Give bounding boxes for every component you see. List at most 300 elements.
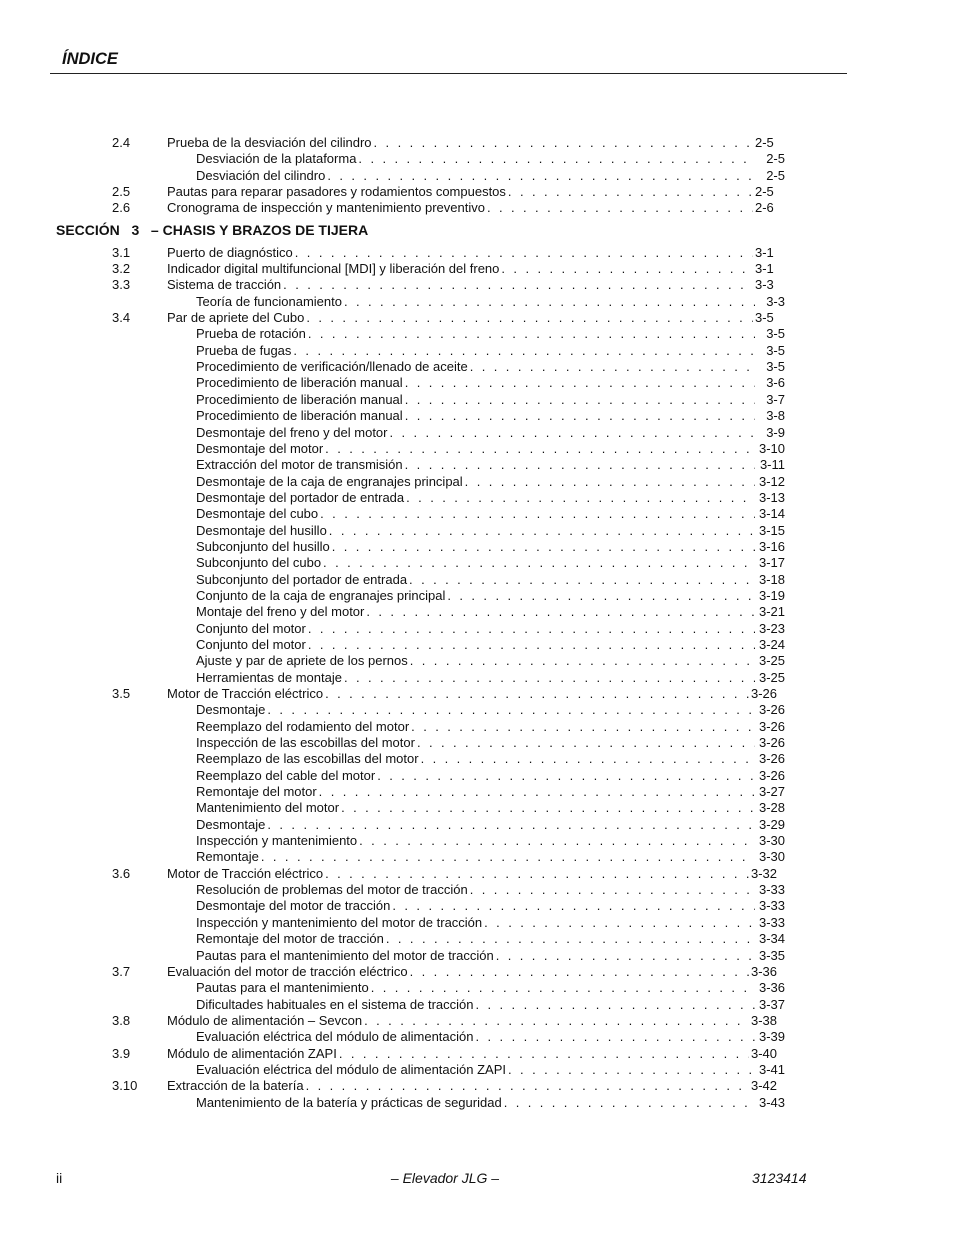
toc-entry-line [196, 506, 785, 522]
toc-entry[interactable] [0, 980, 954, 996]
dot-leader [267, 702, 755, 718]
toc-entry-title: Subconjunto del husillo [196, 538, 330, 554]
dot-leader [319, 784, 755, 800]
toc-entry-page: 3-32 [750, 865, 777, 881]
toc-entry-title: Extracción de la batería [167, 1078, 304, 1094]
toc-entry-title: Mantenimiento del motor [196, 800, 340, 816]
dot-leader [308, 621, 755, 637]
toc-entry-page: 3-5 [755, 310, 774, 326]
toc-entry-title: Inspección y mantenimiento [196, 833, 358, 849]
toc-entry[interactable] [0, 555, 954, 571]
toc-entry-title: Reemplazo de las escobillas del motor [196, 751, 419, 767]
toc-entry-line [196, 1062, 785, 1078]
toc-entry-number: 3.7 [112, 963, 131, 979]
dot-leader [421, 751, 755, 767]
dot-leader [339, 1046, 749, 1062]
toc-entry-line [196, 343, 785, 359]
dot-leader [405, 457, 755, 473]
dot-leader [344, 294, 755, 310]
toc-entry-page: 3-36 [750, 963, 777, 979]
toc-entry-number: 3.9 [112, 1045, 131, 1061]
toc-entry-line [196, 653, 785, 669]
dot-leader [359, 833, 755, 849]
toc-group-section-3 [0, 245, 954, 1111]
toc-entry[interactable] [0, 572, 954, 588]
toc-entry-page: 3-26 [750, 686, 777, 701]
toc-entry-page: 2-5 [755, 184, 774, 200]
toc-entry-page: 3-21 [758, 604, 785, 620]
toc-entry-line [167, 135, 777, 151]
toc-entry-title: Par de apriete del Cubo [167, 310, 305, 326]
dot-leader [293, 343, 755, 359]
toc-entry[interactable] [0, 702, 954, 718]
toc-entry-line [196, 441, 785, 457]
dot-leader [476, 1029, 756, 1045]
toc-entry-title: Evaluación eléctrica del módulo de alimentación ZAPI [196, 1061, 507, 1077]
dot-leader [283, 277, 753, 293]
toc-entry-title: Extracción del motor de transmisión [196, 457, 403, 473]
dot-leader [327, 168, 755, 184]
toc-entry[interactable] [0, 151, 954, 167]
toc-entry-page: 3-9 [766, 424, 785, 440]
toc-entry-title: Conjunto de la caja de engranajes principal [196, 587, 446, 603]
toc-entry-number: 2.4 [112, 135, 131, 150]
toc-entry-title: Evaluación del motor de tracción eléctrico [167, 963, 408, 979]
toc-entry-page: 3-17 [758, 555, 785, 571]
toc-entry-line [196, 408, 785, 424]
toc-entry-number: 3.3 [112, 277, 131, 293]
dot-leader [329, 523, 755, 539]
toc-entry-line [196, 849, 785, 865]
dot-leader [470, 882, 755, 898]
toc-entry-page: 3-14 [758, 506, 785, 522]
toc-entry[interactable] [0, 539, 954, 555]
toc-entry-page: 3-6 [766, 375, 785, 391]
toc-entry[interactable] [0, 168, 954, 184]
dot-leader [487, 200, 753, 216]
toc-entry[interactable] [0, 931, 954, 947]
dot-leader [358, 151, 755, 167]
toc-entry-line [167, 184, 777, 200]
toc-entry[interactable] [0, 1062, 954, 1078]
toc-entry-page: 3-26 [758, 702, 785, 718]
toc-entry-page: 3-36 [758, 980, 785, 996]
toc-entry-line [196, 588, 785, 604]
toc-entry-line [196, 168, 785, 184]
toc-entry-page: 3-19 [758, 587, 785, 603]
toc-entry-line [196, 637, 785, 653]
toc-entry[interactable] [0, 964, 954, 980]
toc-entry-line [196, 392, 785, 408]
toc-entry-line [196, 915, 785, 931]
toc-entry-page: 3-42 [750, 1078, 777, 1094]
toc-entry-page: 2-5 [766, 167, 785, 183]
toc-entry-title: Módulo de alimentación ZAPI [167, 1045, 337, 1061]
toc-entry-title: Reemplazo del rodamiento del motor [196, 718, 410, 734]
dot-leader [306, 1078, 749, 1094]
toc-entry-title: Procedimiento de verificación/llenado de aceite [196, 359, 468, 375]
toc-entry-page: 3-12 [758, 473, 785, 489]
toc-entry-title: Desmontaje de la caja de engranajes principal [196, 473, 463, 489]
toc-entry[interactable] [0, 392, 954, 408]
toc-entry-line [196, 997, 785, 1013]
toc-entry-page: 3-10 [758, 440, 785, 456]
toc-entry-title: Prueba de rotación [196, 326, 306, 342]
toc-entry-title: Conjunto del motor [196, 636, 306, 652]
dot-leader [325, 441, 755, 457]
toc-entry-line [196, 719, 785, 735]
toc-entry-line [167, 964, 777, 980]
toc-entry-line [196, 833, 785, 849]
toc-entry-line [167, 866, 777, 882]
toc-entry[interactable] [0, 653, 954, 669]
toc-entry-page: 3-34 [758, 931, 785, 947]
toc-entry-page: 3-1 [755, 261, 774, 277]
toc-entry[interactable] [0, 408, 954, 424]
toc-entry-line [196, 523, 785, 539]
dot-leader [410, 964, 749, 980]
toc-entry[interactable] [0, 490, 954, 506]
toc-entry-title: Remontaje del motor [196, 784, 317, 800]
toc-entry-title: Cronograma de inspección y mantenimiento preventivo [167, 200, 485, 216]
toc-entry-line [196, 151, 785, 167]
toc-entry-page: 2-5 [766, 151, 785, 167]
toc-entry-title: Subconjunto del cubo [196, 555, 322, 571]
toc-entry-line [196, 817, 785, 833]
dot-leader [389, 425, 755, 441]
toc-entry[interactable] [0, 506, 954, 522]
toc-entry[interactable] [0, 866, 954, 882]
dot-leader [325, 686, 749, 702]
toc-entry-title: Indicador digital multifuncional [MDI] y liberación del freno [167, 261, 500, 277]
toc-entry-title: Desmontaje del portador de entrada [196, 489, 405, 505]
toc-entry-line [167, 261, 777, 277]
toc-entry-line [196, 425, 785, 441]
toc-entry[interactable] [0, 784, 954, 800]
toc-entry-page: 3-30 [758, 849, 785, 865]
toc-entry[interactable] [0, 604, 954, 620]
toc-entry-line [196, 948, 785, 964]
dot-leader [504, 1095, 755, 1111]
toc-entry-title: Desviación de la plataforma [196, 151, 357, 167]
dot-leader [377, 768, 755, 784]
toc-entry[interactable] [0, 375, 954, 391]
toc-entry[interactable] [0, 948, 954, 964]
toc-entry[interactable] [0, 898, 954, 914]
toc-entry[interactable] [0, 686, 954, 702]
toc-entry-page: 3-16 [758, 538, 785, 554]
toc-entry-line [196, 326, 785, 342]
toc-entry-title: Subconjunto del portador de entrada [196, 571, 408, 587]
toc-entry-line [196, 621, 785, 637]
toc-entry[interactable] [0, 1029, 954, 1045]
dot-leader [325, 866, 749, 882]
toc-entry-page: 3-23 [758, 620, 785, 636]
toc-entry-title: Desmontaje del freno y del motor [196, 424, 388, 440]
toc-entry-number: 2.5 [112, 184, 131, 200]
toc-entry[interactable] [0, 474, 954, 490]
dot-leader [366, 604, 755, 620]
toc-entry-title: Inspección de las escobillas del motor [196, 735, 415, 751]
toc-entry-title: Herramientas de montaje [196, 669, 342, 685]
toc-entry-title: Procedimiento de liberación manual [196, 391, 403, 407]
toc-entry-line [196, 555, 785, 571]
toc-entry[interactable] [0, 294, 954, 310]
toc-entry-line [196, 784, 785, 800]
toc-entry-line [167, 200, 777, 216]
table-of-contents [0, 135, 954, 1111]
dot-leader [386, 931, 755, 947]
toc-entry[interactable] [0, 800, 954, 816]
toc-entry-line [196, 604, 785, 620]
toc-entry-page: 3-1 [755, 244, 774, 260]
toc-entry-page: 3-27 [758, 784, 785, 800]
toc-entry[interactable] [0, 833, 954, 849]
toc-entry-line [196, 898, 785, 914]
toc-entry-title: Prueba de fugas [196, 342, 292, 358]
toc-entry-number: 3.4 [112, 310, 131, 326]
toc-entry-line [196, 457, 785, 473]
toc-entry-line [167, 1078, 777, 1094]
dot-leader [267, 817, 755, 833]
toc-entry-title: Remontaje [196, 849, 259, 865]
toc-group-section-2 [0, 135, 954, 217]
toc-entry[interactable] [0, 343, 954, 359]
toc-entry-title: Remontaje del motor de tracción [196, 931, 384, 947]
toc-entry-number: 3.10 [112, 1078, 138, 1094]
toc-entry[interactable] [0, 719, 954, 735]
toc-entry[interactable] [0, 1078, 954, 1094]
dot-leader [447, 588, 755, 604]
toc-entry-page: 3-26 [758, 767, 785, 783]
toc-entry-line [196, 1095, 785, 1111]
dot-leader [374, 135, 753, 151]
toc-entry-line [167, 310, 777, 326]
dot-leader [465, 474, 755, 490]
dot-leader [496, 948, 755, 964]
toc-entry[interactable] [0, 670, 954, 686]
toc-entry-number: 3.5 [112, 686, 131, 701]
toc-entry-page: 3-33 [758, 914, 785, 930]
toc-entry-line [196, 375, 785, 391]
toc-entry-page: 3-11 [759, 457, 785, 473]
toc-entry-title: Ajuste y par de apriete de los pernos [196, 653, 408, 669]
dot-leader [295, 245, 753, 261]
toc-entry[interactable] [0, 915, 954, 931]
toc-entry-line [196, 882, 785, 898]
toc-entry-line [196, 702, 785, 718]
toc-entry-title: Pautas para el mantenimiento del motor de tracción [196, 947, 494, 963]
toc-entry[interactable] [0, 441, 954, 457]
toc-entry[interactable] [0, 997, 954, 1013]
toc-entry-line [167, 245, 777, 261]
toc-entry[interactable] [0, 1013, 954, 1029]
toc-entry-title: Montaje del freno y del motor [196, 604, 365, 620]
toc-entry[interactable] [0, 1095, 954, 1111]
toc-entry[interactable] [0, 457, 954, 473]
dot-leader [405, 392, 755, 408]
toc-entry[interactable] [0, 637, 954, 653]
toc-entry-line [167, 686, 777, 702]
dot-leader [371, 980, 755, 996]
toc-entry-title: Desmontaje [196, 816, 266, 832]
toc-entry[interactable] [0, 184, 954, 200]
toc-entry-title: Desmontaje del motor [196, 440, 324, 456]
toc-entry[interactable] [0, 1046, 954, 1062]
toc-entry[interactable] [0, 735, 954, 751]
toc-entry-line [196, 735, 785, 751]
dot-leader [411, 719, 755, 735]
toc-entry-page: 3-40 [750, 1045, 777, 1061]
toc-entry[interactable] [0, 751, 954, 767]
toc-entry-page: 3-37 [758, 996, 785, 1012]
dot-leader [320, 506, 755, 522]
toc-entry-line [196, 800, 785, 816]
dot-leader [405, 375, 755, 391]
toc-entry[interactable] [0, 135, 954, 151]
page-title: ÍNDICE [62, 50, 118, 68]
toc-entry-line [196, 359, 785, 375]
dot-leader [410, 653, 755, 669]
toc-entry-page: 3-8 [766, 408, 785, 424]
toc-entry-page: 3-41 [758, 1061, 785, 1077]
toc-entry-title: Desmontaje del motor de tracción [196, 898, 391, 914]
toc-entry-title: Dificultades habituales en el sistema de tracción [196, 996, 474, 1012]
toc-entry-line [167, 1046, 777, 1062]
toc-entry-page: 3-33 [758, 882, 785, 898]
toc-entry-line [196, 768, 785, 784]
toc-entry[interactable] [0, 849, 954, 865]
toc-entry-line [196, 572, 785, 588]
toc-entry-page: 3-26 [758, 751, 785, 767]
dot-leader [323, 555, 755, 571]
dot-leader [417, 735, 755, 751]
toc-entry-page: 3-5 [766, 359, 785, 375]
dot-leader [308, 326, 755, 342]
toc-entry-title: Procedimiento de liberación manual [196, 408, 403, 424]
dot-leader [392, 898, 755, 914]
toc-entry[interactable] [0, 326, 954, 342]
toc-entry-title: Inspección y mantenimiento del motor de tracción [196, 914, 483, 930]
dot-leader [261, 849, 755, 865]
toc-entry-line [196, 931, 785, 947]
toc-entry-line [196, 670, 785, 686]
toc-entry-title: Desmontaje del cubo [196, 506, 319, 522]
dot-leader [306, 310, 753, 326]
dot-leader [364, 1013, 749, 1029]
toc-entry-page: 3-26 [758, 735, 785, 751]
toc-entry[interactable] [0, 588, 954, 604]
dot-leader [409, 572, 755, 588]
dot-leader [470, 359, 755, 375]
toc-entry-title: Motor de Tracción eléctrico [167, 865, 324, 881]
toc-entry-title: Desmontaje [196, 702, 266, 718]
toc-entry-line [196, 980, 785, 996]
toc-entry-page: 3-26 [758, 718, 785, 734]
toc-entry[interactable] [0, 523, 954, 539]
footer-doc-number: 3123414 [752, 1170, 807, 1186]
dot-leader [501, 261, 753, 277]
section-heading-label: SECCIÓN 3 – CHASIS Y BRAZOS DE TIJERA [56, 221, 369, 238]
toc-entry-page: 3-43 [758, 1094, 785, 1110]
footer-page-number: ii [56, 1170, 63, 1186]
toc-entry-page: 3-5 [766, 326, 785, 342]
toc-entry-title: Mantenimiento de la batería y prácticas de seguridad [196, 1094, 502, 1110]
dot-leader [484, 915, 755, 931]
toc-entry-title: Resolución de problemas del motor de tracción [196, 882, 468, 898]
toc-entry-page: 3-38 [750, 1012, 777, 1028]
toc-entry[interactable] [0, 200, 954, 216]
toc-entry-page: 3-5 [766, 342, 785, 358]
section-heading [0, 219, 954, 241]
toc-entry-title: Conjunto del motor [196, 620, 306, 636]
toc-entry[interactable] [0, 310, 954, 326]
toc-entry-title: Evaluación eléctrica del módulo de alimentación [196, 1029, 474, 1045]
dot-leader [475, 997, 755, 1013]
toc-entry-number: 3.2 [112, 261, 131, 277]
toc-entry-title: Teoría de funcionamiento [196, 293, 342, 309]
toc-entry-page: 3-30 [758, 833, 785, 849]
dot-leader [405, 408, 755, 424]
dot-leader [508, 1062, 755, 1078]
toc-entry-title: Módulo de alimentación – Sevcon [167, 1012, 363, 1028]
toc-entry-line [196, 474, 785, 490]
toc-entry-line [196, 294, 785, 310]
toc-entry-page: 3-25 [758, 669, 785, 685]
dot-leader [508, 184, 753, 200]
toc-entry-title: Pautas para reparar pasadores y rodamientos compuestos [167, 184, 506, 200]
toc-entry-page: 3-7 [766, 391, 785, 407]
toc-entry-line [167, 277, 777, 293]
toc-entry-page: 3-3 [755, 277, 774, 293]
toc-entry-number: 3.8 [112, 1012, 131, 1028]
toc-entry-title: Desviación del cilindro [196, 167, 326, 183]
toc-entry-line [167, 1013, 777, 1029]
footer-title: – Elevador JLG – [390, 1170, 500, 1186]
toc-entry-page: 2-6 [755, 200, 774, 216]
toc-entry-number: 3.1 [112, 244, 131, 260]
toc-entry[interactable] [0, 261, 954, 277]
toc-entry-page: 3-35 [758, 947, 785, 963]
toc-entry[interactable] [0, 277, 954, 293]
toc-entry-page: 3-25 [758, 653, 785, 669]
toc-entry[interactable] [0, 245, 954, 261]
toc-entry-page: 3-24 [758, 636, 785, 652]
toc-entry-line [196, 751, 785, 767]
toc-entry[interactable] [0, 768, 954, 784]
toc-entry-line [196, 539, 785, 555]
toc-entry-page: 3-18 [758, 571, 785, 587]
toc-entry[interactable] [0, 359, 954, 375]
toc-entry-number: 3.6 [112, 865, 131, 881]
toc-entry-line [196, 490, 785, 506]
toc-entry[interactable] [0, 425, 954, 441]
toc-entry-page: 2-5 [755, 135, 774, 150]
toc-entry[interactable] [0, 621, 954, 637]
toc-entry[interactable] [0, 817, 954, 833]
dot-leader [332, 539, 755, 555]
toc-entry-title: Desmontaje del husillo [196, 522, 327, 538]
toc-entry-title: Puerto de diagnóstico [167, 244, 293, 260]
toc-entry-title: Procedimiento de liberación manual [196, 375, 403, 391]
toc-entry-number: 2.6 [112, 200, 131, 216]
toc-entry-title: Reemplazo del cable del motor [196, 767, 376, 783]
toc-entry[interactable] [0, 882, 954, 898]
toc-entry-page: 3-29 [758, 816, 785, 832]
toc-entry-page: 3-13 [758, 489, 785, 505]
toc-entry-title: Sistema de tracción [167, 277, 282, 293]
toc-entry-title: Pautas para el mantenimiento [196, 980, 369, 996]
